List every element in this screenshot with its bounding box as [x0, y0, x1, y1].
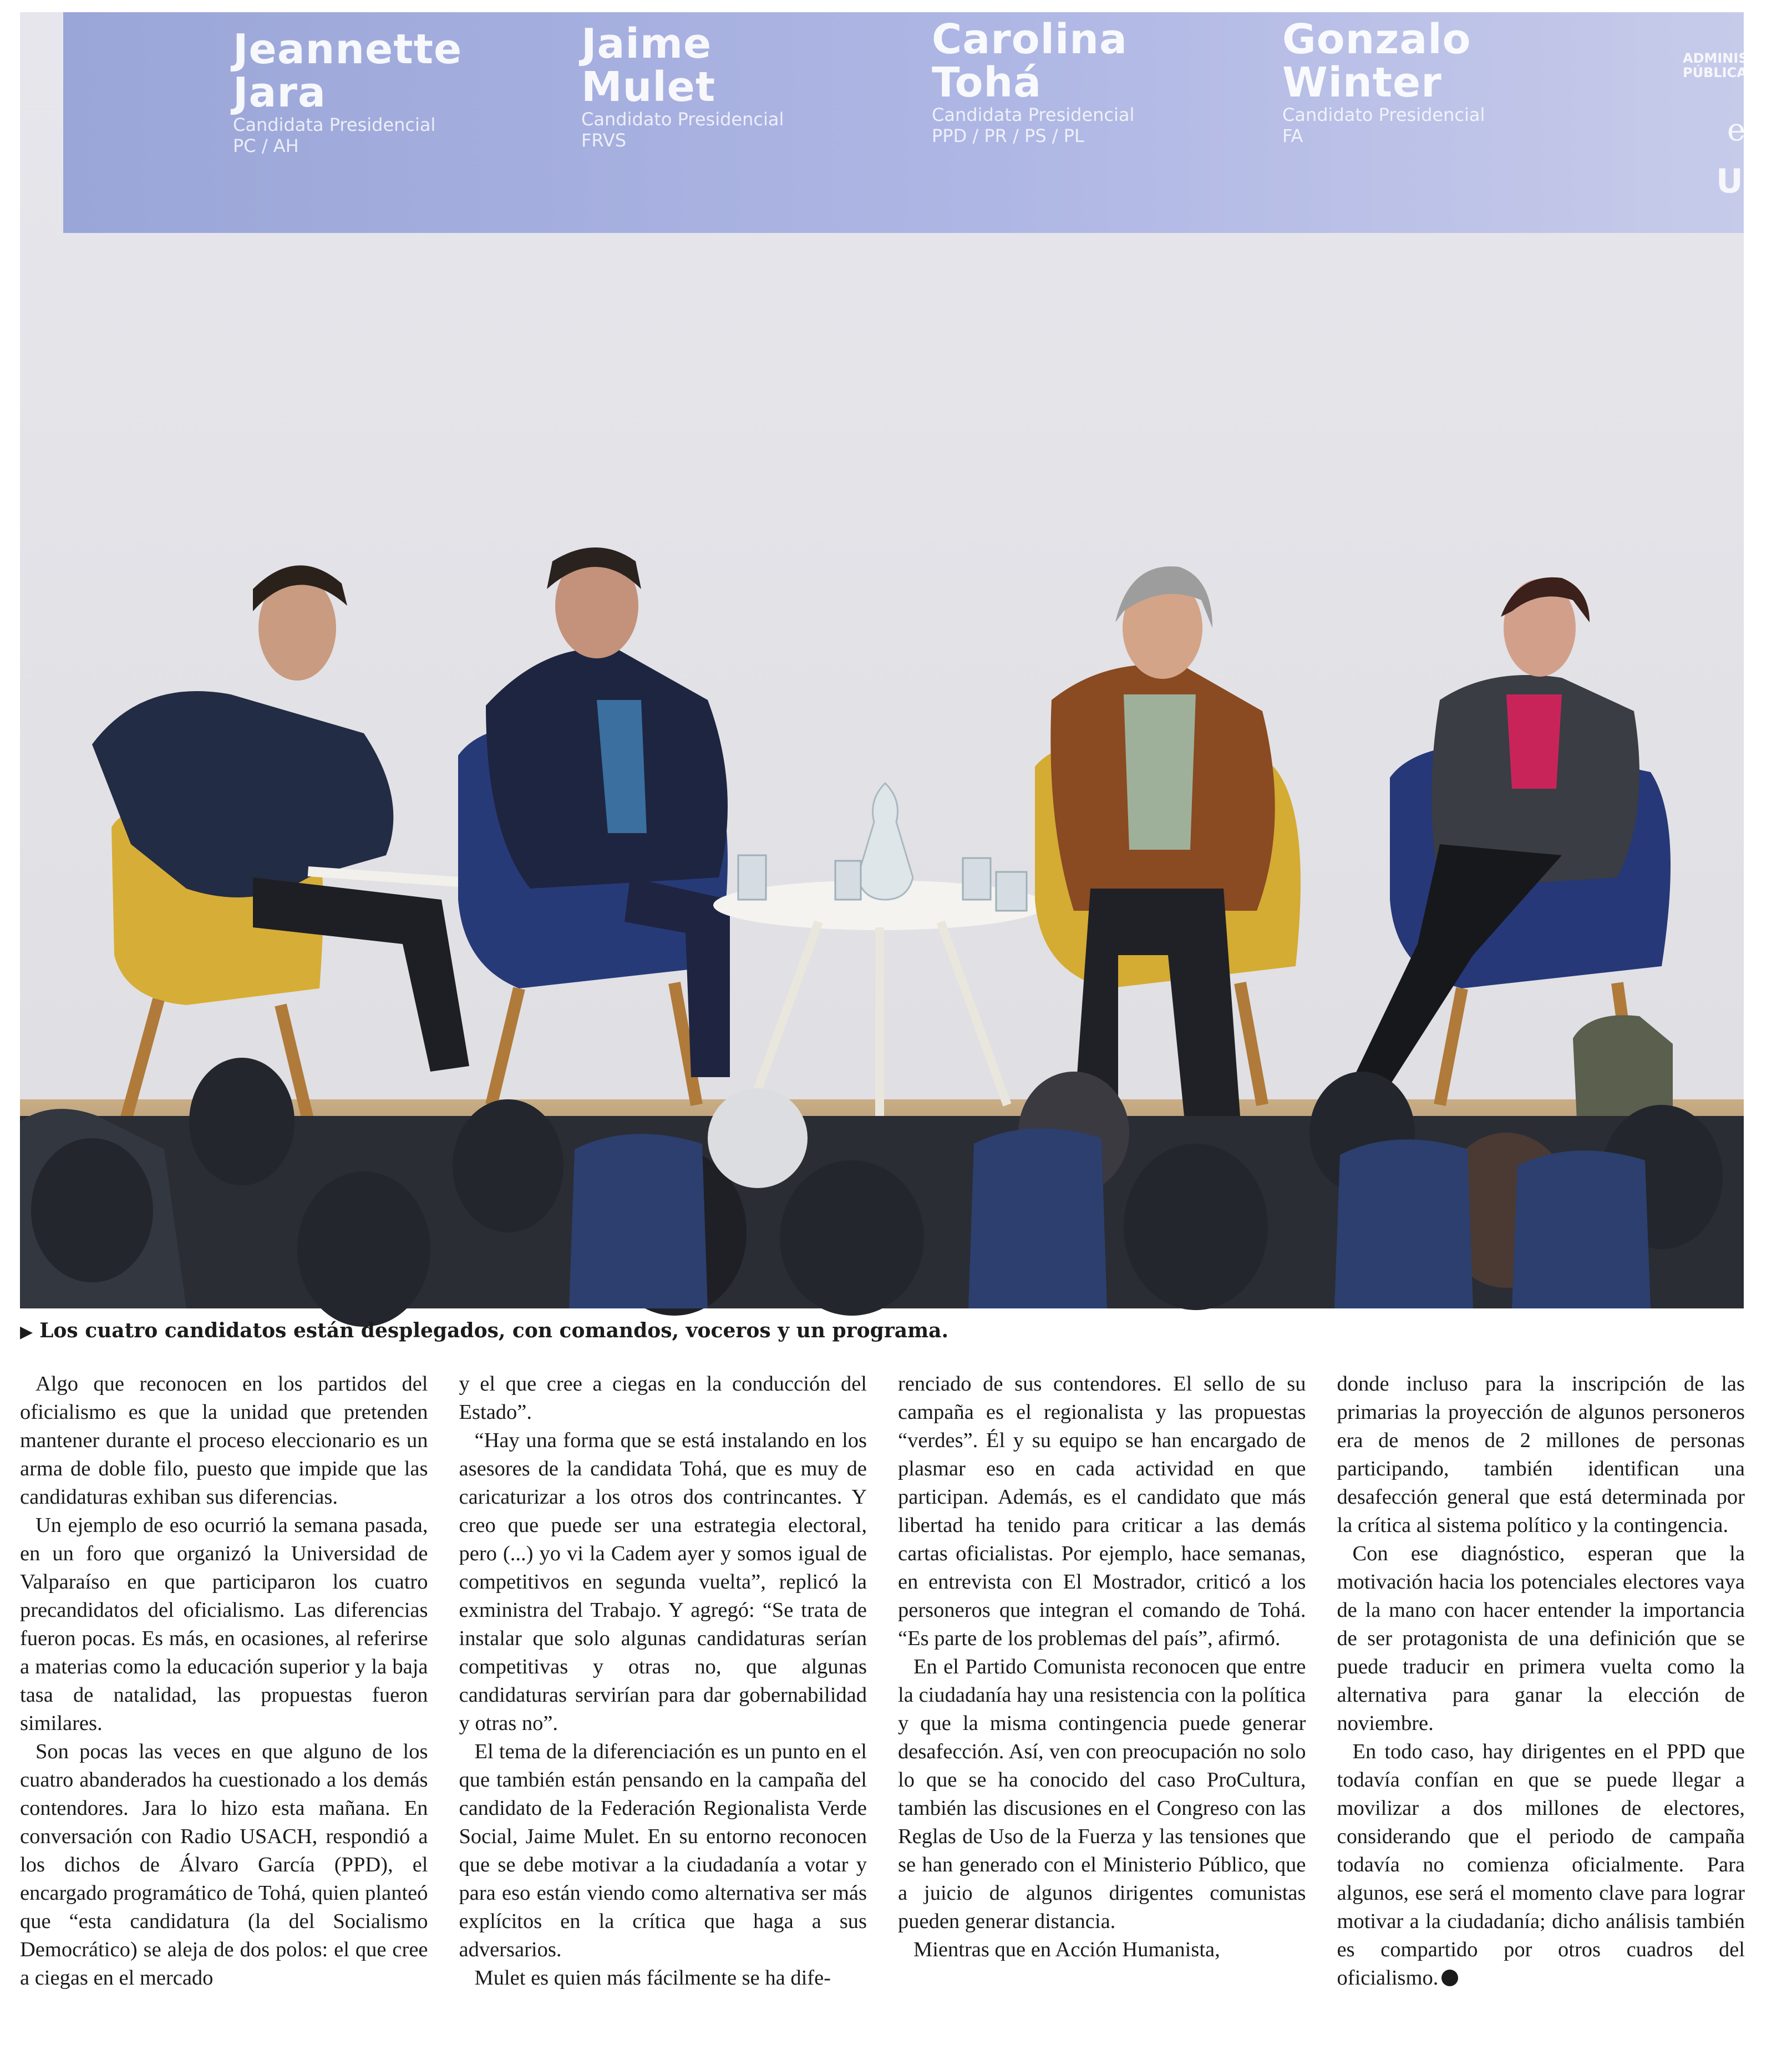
paragraph: Mulet es quien más fácilmente se ha dife- — [474, 1966, 831, 1990]
paragraph: “Hay una forma que se está instalando en los asesores de la candidata Tohá, que es muy de caricaturizar a los otros dos contrincantes. Y creo que puede ser una estrategia electoral, pero (...) yo vi la Cadem ayer y somos igual de competitivos en segunda vuelta”, replicó la exministra del Trabajo. Y agregó: “Se trata de instalar que solo algunas candidaturas serían competitivas y otras no, que algunas candidaturas servirían para dar gobernabilidad y otras no”. — [459, 1429, 867, 1735]
paragraph: En el Partido Comunista reconocen que entre la ciudadanía hay una resistencia con la política y que la misma contingencia puede generar desafección. Así, ven con preocupación no solo lo que se ha conocido del caso ProCultura, también las discusiones en el Congreso con las Reglas de Uso de la Fuerza y las tensiones que se han generado con el Ministerio Público, que a juicio de algunos dirigentes comunistas pueden generar distancia. — [898, 1655, 1306, 1933]
candidate-name: Jaime Mulet — [581, 20, 716, 111]
sponsor-logo: Ue — [1716, 162, 1766, 201]
paragraph — [1337, 1738, 1745, 1992]
photo-caption — [20, 1317, 1744, 1346]
paragraph: donde incluso para la inscripción de las primarias la proyección de algunos personeros era de menos de 2 millones de personas participando, también identifican una desafección general que está determinada por la crítica al sistema político y la contingencia. — [1337, 1372, 1745, 1537]
candidate-party: PC / AH — [233, 135, 299, 156]
paragraph: Algo que reconocen en los partidos del oficialismo es que la unidad que pretenden mantener durante el proceso eleccionario es un arma de doble filo, puesto que impide que las candidaturas exhiban sus diferencias. — [20, 1372, 428, 1509]
caption-text: Los cuatro candidatos están desplegados, con comandos, voceros y un programa. — [39, 1319, 949, 1342]
sponsor-logo: el — [1727, 112, 1756, 148]
triangle-right-icon: ▶ — [20, 1322, 33, 1342]
text-column — [459, 1370, 867, 2036]
candidate-name: Jeannette Jara — [233, 26, 463, 116]
article-body — [20, 1370, 1745, 2036]
candidate-party: FRVS — [581, 130, 627, 151]
article-photo — [20, 12, 1778, 1308]
candidate-name: Carolina Tohá — [932, 16, 1128, 106]
candidate-card — [581, 22, 784, 151]
end-of-article-icon — [1441, 1970, 1458, 1986]
text-column — [1337, 1370, 1745, 2036]
candidate-party: PPD / PR / PS / PL — [932, 125, 1084, 146]
text-column — [898, 1370, 1306, 2036]
paragraph-text: En todo caso, hay dirigentes en el PPD que todavía confían en que se puede llegar a movilizar a dos millones de electores, considerando que el periodo de campaña todavía no comienza oficialmente. Para algunos, ese será el momento clave para lograr motivar a la ciudadanía; dicho análisis también es compartido por otros cuadros del oficialismo. — [1337, 1740, 1745, 1990]
event-banner — [63, 12, 1778, 233]
paragraph: Un ejemplo de eso ocurrió la semana pasada, en un foro que organizó la Universidad de Valparaíso en que participaron los cuatro precandidatos del oficialismo. Las diferencias fueron pocas. Es más, en ocasiones, al referirse a materias como la educación superior y la baja tasa de natalidad, las propuestas fueron similares. — [20, 1514, 428, 1735]
candidate-role: Candidata Presidencial — [233, 114, 436, 135]
candidate-party: FA — [1282, 125, 1303, 146]
candidate-card — [932, 18, 1134, 146]
paragraph: renciado de sus contendores. El sello de su campaña es el regionalista y las propuestas “verdes”. Él y su equipo se han encargado de plasmar eso en cada actividad en que participan. Además, es el candidato que más libertad ha tenido para criticar a las demás cartas oficialistas. Por ejemplo, hace semanas, en entrevista con El Mostrador, criticó a los personeros que integran el comando de Tohá. “Es parte de los problemas del país”, afirmó. — [898, 1372, 1306, 1650]
paragraph: Son pocas las veces en que alguno de los cuatro abanderados ha cuestionado a los demás contendores. Jara lo hizo esta mañana. En conversación con Radio USACH, respondió a los dichos de Álvaro García (PPD), el encargado programático de Tohá, quien planteó que “esta candidatura (la del Socialismo Democrático) se aleja de dos polos: el que cree a ciegas en el mercado — [20, 1740, 428, 1990]
candidate-card — [233, 28, 462, 156]
candidate-role: Candidato Presidencial — [1282, 104, 1485, 125]
candidate-role: Candidato Presidencial — [581, 109, 784, 130]
paragraph: El tema de la diferenciación es un punto en el que también están pensando en la campaña del candidato de la Federación Regionalista Verde Social, Jaime Mulet. En su entorno reconocen que se debe motivar a la ciudadanía a votar y para eso están viendo como alternativa ser más explícitos en la crítica que haga a sus adversarios. — [459, 1740, 867, 1961]
paragraph: Mientras que en Acción Humanista, — [913, 1938, 1220, 1961]
sponsor-logo: ADMINISTRA PÚBLICA — [1683, 50, 1778, 80]
candidate-card — [1282, 18, 1485, 146]
sponsor-logos — [1683, 50, 1778, 201]
candidate-name: Gonzalo Winter — [1282, 16, 1471, 106]
paragraph: Con ese diagnóstico, esperan que la motivación hacia los potenciales electores vaya de la mano con hacer entender la importancia de ser protagonista de una definición que se puede traducir en primera vuelta como la alternativa para ganar la elección de noviembre. — [1337, 1542, 1745, 1735]
candidate-role: Candidata Presidencial — [932, 104, 1135, 125]
paragraph: y el que cree a ciegas en la conducción del Estado”. — [459, 1372, 867, 1424]
text-column — [20, 1370, 428, 2036]
